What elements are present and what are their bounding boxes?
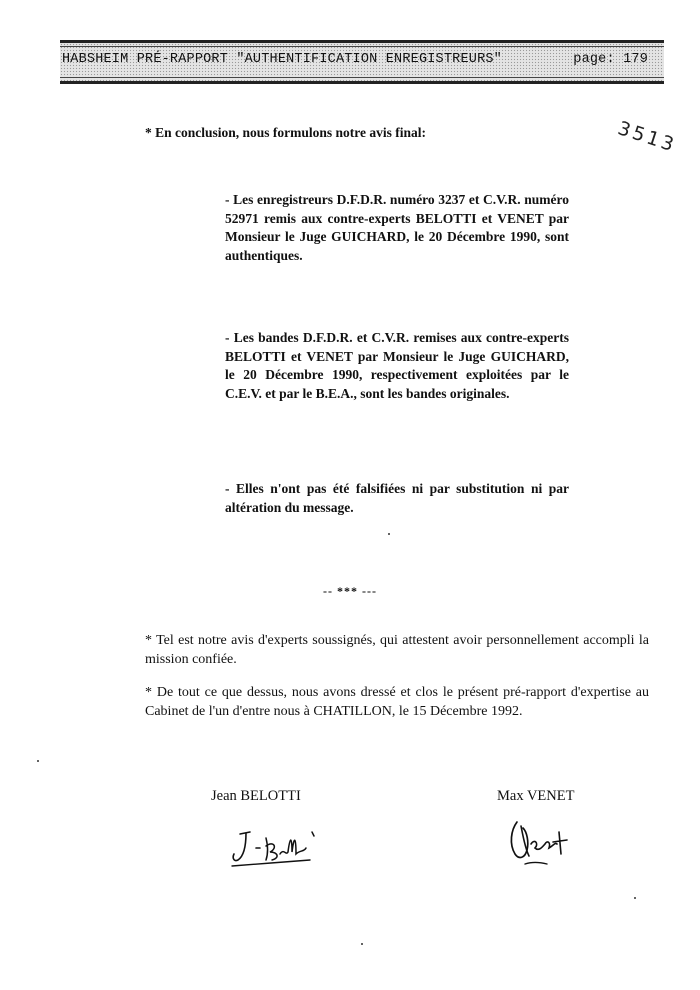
scan-speck <box>361 943 363 945</box>
signature-belotti <box>226 822 326 874</box>
scan-speck <box>37 760 39 762</box>
conclusion-item-1: - Les enregistreurs D.F.D.R. numéro 3237 et C.V.R. numéro 52971 remis aux contre-experts BELOTTI et VENET par Monsieur le Juge GUICHARD, le 20 Décembre 1990, sont authentiques. <box>225 192 569 263</box>
conclusion-item-3: - Elles n'ont pas été falsifiées ni par substitution ni par altération du message. <box>225 481 569 515</box>
conclusion-intro: * En conclusion, nous formulons notre avis final: <box>145 125 427 140</box>
scan-speck <box>388 533 390 535</box>
experts-statement: * Tel est notre avis d'experts soussignés, qui attestent avoir personnellement accompli la mission confiée. <box>145 633 649 667</box>
page-number: page: 179 <box>573 52 648 67</box>
signature-venet <box>505 814 577 874</box>
scan-speck <box>634 897 636 899</box>
signatory-name-belotti: Jean BELOTTI <box>211 788 301 804</box>
conclusion-item-2: - Les bandes D.F.D.R. et C.V.R. remises aux contre-experts BELOTTI et VENET par Monsieur le Juge GUICHARD, le 20 Décembre 1990, respectivement exploitées par le C.E.V. et par le B.E.A., sont les bandes originales. <box>225 330 569 401</box>
handwritten-page-number: 3513 <box>615 117 680 157</box>
closing-statement: * De tout ce que dessus, nous avons dressé et clos le présent pré-rapport d'expertise au Cabinet de l'un d'entre nous à CHATILLON, le 15 Décembre 1992. <box>145 685 649 719</box>
signatory-name-venet: Max VENET <box>497 788 575 804</box>
document-header <box>62 52 662 67</box>
header-title: HABSHEIM PRÉ-RAPPORT "AUTHENTIFICATION ENREGISTREURS" <box>62 52 502 67</box>
section-separator: -- *** --- <box>323 584 377 598</box>
